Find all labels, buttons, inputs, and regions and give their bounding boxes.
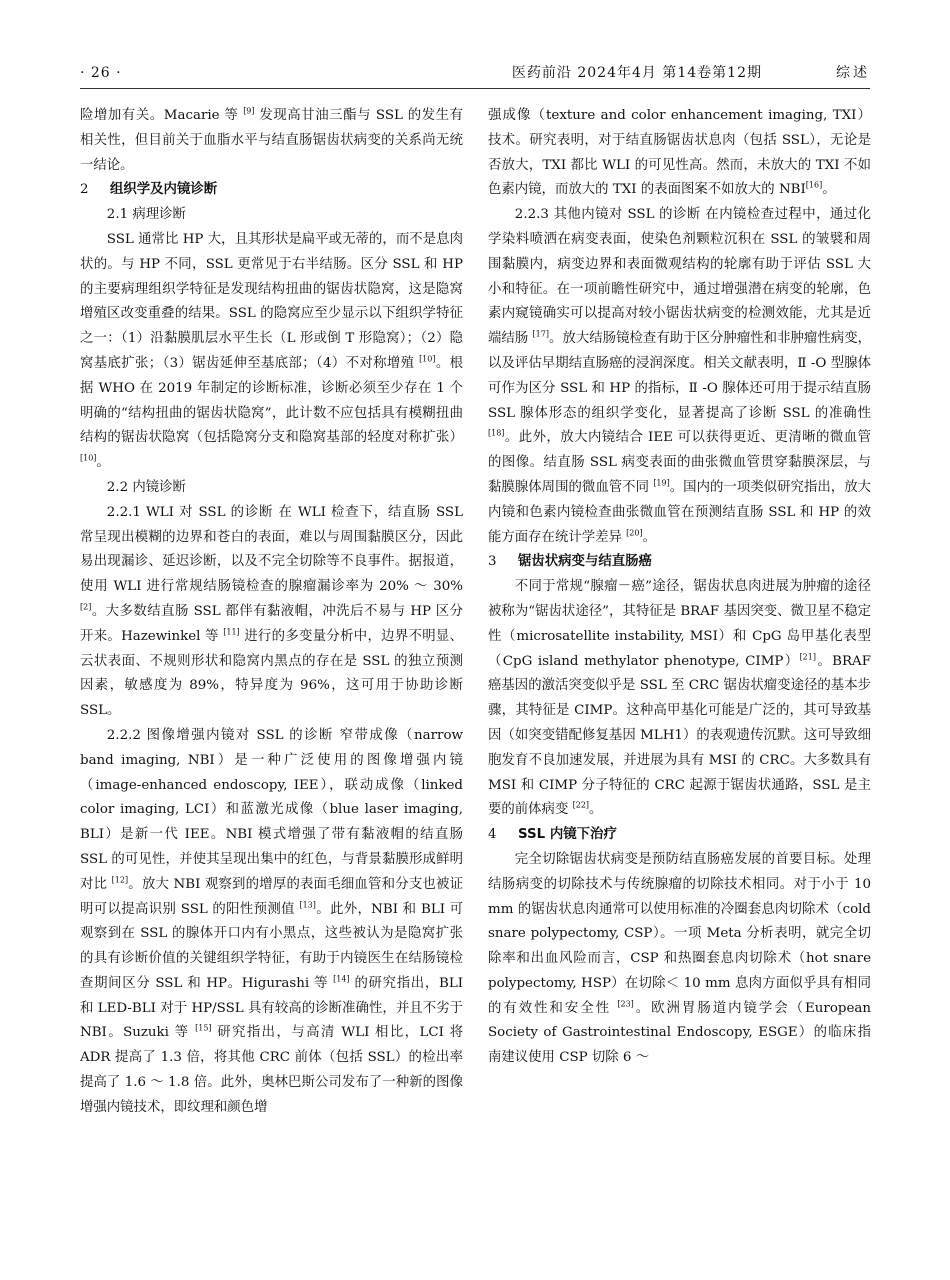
header-rule — [80, 88, 870, 89]
journal-info: 医药前沿 2024年4月 第14卷第12期 — [511, 65, 762, 81]
section-heading: 2 组织学及内镜诊断 — [80, 182, 218, 198]
paragraph: 2.2.2 图像增强内镜对 SSL 的诊断 窄带成像（narrow band imaging, NBI）是一种广泛使用的图像增强内镜（image-enhanced endoscopy, IEE），联动成像（linked color imaging, LCI）和蓝激光成像（blue laser imaging, BLI）是新一代 IEE。NBI 模式增强了带有黏液帽的结直肠 SSL 的可见性，并使其呈现出集中的红色，与背景黏膜形成鲜明对比 [12]。放大 NBI 观察到的增厚的表面毛细血管和分支也被证明可以提高识别 SSL 的阳性预测值 [13]。此外，NBI 和 BLI 可观察到在 SSL 的腺体开口内有小黑点，这些被认为是隐窝扩张的具有诊断价值的关键组织学特征，有助于内镜医生在结肠镜检查期间区分 SSL 和 HP。Higurashi 等 [14] 的研究指出，BLI 和 LED-BLI 对于 HP/SSL 具有较高的诊断准确性，并且不劣于 NBI。Suzuki 等 [15] 研究指出，与高清 WLI 相比，LCI 将 ADR 提高了 1.3 倍，将其他 CRC 前体（包括 SSL）的检出率提高了 1.6 ～ 1.8 倍。此外，奥林巴斯公司发布了一种新的图像增强内镜技术，即纹理和颜色增 — [80, 727, 464, 1115]
paragraph: 完全切除锯齿状病变是预防结直肠癌发展的首要目标。处理结肠病变的切除技术与传统腺瘤的切除技术相同。对于小于 10 mm 的锯齿状息肉通常可以使用标准的冷圈套息肉切除术（cold snare polypectomy, CSP）。一项 Meta 分析表明，就完全切除率和出血风险而言，CSP 和热圈套息肉切除术（hot snare polypectomy, HSP）在切除＜ 10 mm 息肉方面似乎具有相同的有效性和安全性 [23]。欧洲胃肠道内镜学会（European Society of Gastrointestinal Endoscopy, ESGE）的临床指南建议使用 CSP 切除 6 ～ — [488, 851, 871, 1066]
subsection-heading: 2.1 病理诊断 — [106, 207, 186, 223]
paragraph: 2.2.1 WLI 对 SSL 的诊断 在 WLI 检查下，结直肠 SSL 常呈现出模糊的边界和苍白的表面，难以与周围黏膜区分，因此易出现漏诊、延迟诊断，以及不完全切除等不良事件。据报道，使用 WLI 进行常规结肠镜检查的腺瘤漏诊率为 20% ～ 30%[2]。大多数结直肠 SSL 都伴有黏液帽，冲洗后不易与 HP 区分开来。Hazewinkel 等 [11] 进行的多变量分析中，边界不明显、云状表面、不规则形状和隐窝内黑点的存在是 SSL 的独立预测因素，敏感度为 89%，特异度为 96%，这可用于协助诊断 SSL。 — [80, 504, 464, 719]
paragraph: 强成像（texture and color enhancement imaging, TXI）技术。研究表明，对于结直肠锯齿状息肉（包括 SSL），无论是否放大，TXI 都比 WLI 的可见性高。然而，未放大的 TXI 不如色素内镜，而放大的 TXI 的表面图案不如放大的 NBI[16]。 — [488, 108, 871, 198]
paragraph: 险增加有关。Macarie 等 [9] 发现高甘油三酯与 SSL 的发生有相关性，但目前关于血脂水平与结直肠锯齿状病变的关系尚无统一结论。 — [80, 106, 463, 173]
right-column — [488, 104, 871, 1071]
section-label: 综述 — [836, 65, 870, 81]
section-heading: 3 锯齿状病变与结直肠癌 — [488, 554, 652, 570]
paragraph: 2.2.3 其他内镜对 SSL 的诊断 在内镜检查过程中，通过化学染料喷洒在病变表面，使染色剂颗粒沉积在 SSL 的皱襞和周围黏膜内，病变边界和表面微观结构的轮廓有助于评估 SSL 大小和特征。在一项前瞻性研究中，通过增强潜在病变的轮廓，色素内窥镜确实可以提高对较小锯齿状病变的检测效能，尤其是近端结肠 [17]。放大结肠镜检查有助于区分肿瘤性和非肿瘤性病变，以及评估早期结直肠癌的浸润深度。相关文献表明，Ⅱ -O 型腺体可作为区分 SSL 和 HP 的指标，Ⅱ -O 腺体还可用于提示结直肠 SSL 腺体形态的组织学变化，显著提高了诊断 SSL 的准确性 [18]。此外，放大内镜结合 IEE 可以获得更近、更清晰的微血管的图像。结直肠 SSL 病变表面的曲张微血管贯穿黏膜深层，与黏膜腺体周围的微血管不同 [19]。国内的一项类似研究指出，放大内镜和色素内镜检查曲张微血管在预测结直肠 SSL 和 HP 的效能方面存在统计学差异 [20]。 — [488, 207, 872, 545]
subsection-heading: 2.2 内镜诊断 — [106, 479, 186, 495]
page-number: · 26 · — [80, 65, 122, 81]
left-column — [80, 104, 463, 1121]
running-header — [80, 62, 870, 84]
paragraph: 不同于常规“腺瘤－癌”途径，锯齿状息肉进展为肿瘤的途径被称为“锯齿状途径”，其特征是 BRAF 基因突变、微卫星不稳定性（microsatellite instability, MSI）和 CpG 岛甲基化表型（CpG island methylator phenotype, CIMP）[21]。BRAF 癌基因的激活突变似乎是 SSL 至 CRC 锯齿状瘤变途径的基本步骤，其特征是 CIMP。这种高甲基化可能是广泛的，其可导致基因（如突变错配修复基因 MLH1）的表观遗传沉默。这可导致细胞发育不良加速发展，并进展为具有 MSI 的 CRC。大多数具有 MSI 和 CIMP 分子特征的 CRC 起源于锯齿状通路，SSL 是主要的前体病变 [22]。 — [488, 579, 871, 818]
section-heading: 4 SSL 内镜下治疗 — [488, 827, 617, 843]
paragraph: SSL 通常比 HP 大，且其形状是扁平或无蒂的，而不是息肉状的。与 HP 不同，SSL 更常见于右半结肠。区分 SSL 和 HP 的主要病理组织学特征是发现结构扭曲的锯齿状隐窝，这是隐窝增殖区改变重叠的结果。SSL 的隐窝应至少显示以下组织学特征之一：（1）沿黏膜肌层水平生长（L 形或倒 T 形隐窝）；（2）隐窝基底扩张；（3）锯齿延伸至基底部；（4）不对称增殖 [10]。根据 WHO 在 2019 年制定的诊断标准，诊断必须至少存在 1 个明确的“结构扭曲的锯齿状隐窝”，此计数不应包括具有模糊扭曲结构的锯齿状隐窝（包括隐窝分支和隐窝基部的轻度对称扩张）[10]。 — [80, 231, 463, 471]
